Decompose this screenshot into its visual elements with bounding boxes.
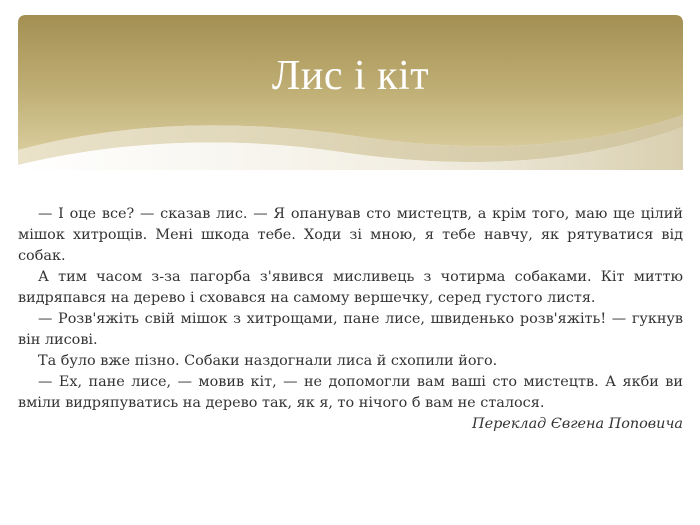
translator-credit: Переклад Євгена Поповича — [472, 416, 683, 432]
page-title: Лис і кіт — [271, 53, 430, 99]
paragraph: Та було вже пізно. Собаки наздогнали лиса й схопили його. — [38, 353, 498, 369]
paragraph: А тим часом з-за пагорба з'явився мисливець з чотирма собаками. Кіт миттю видряпався на дерево і сховався на самому вершечку, серед густого листя. — [18, 269, 683, 306]
paragraph: — Розв'яжіть свій мішок з хитрощами, пане лисе, швиденько розв'яжіть! — гукнув він лисові. — [18, 311, 683, 348]
story-text — [18, 204, 683, 435]
paragraph: — І оце все? — сказав лис. — Я опанував сто мистецтв, а крім того, маю ще цілий мішок хитрощів. Мені шкода тебе. Ходи зі мною, я тебе навчу, як рятуватися від собак. — [18, 206, 683, 264]
paragraph: — Ех, пане лисе, — мовив кіт, — не допомогли вам ваші сто мистецтв. А якби ви вміли видряпуватись на дерево так, як я, то нічого б вам не сталося. — [18, 374, 683, 411]
